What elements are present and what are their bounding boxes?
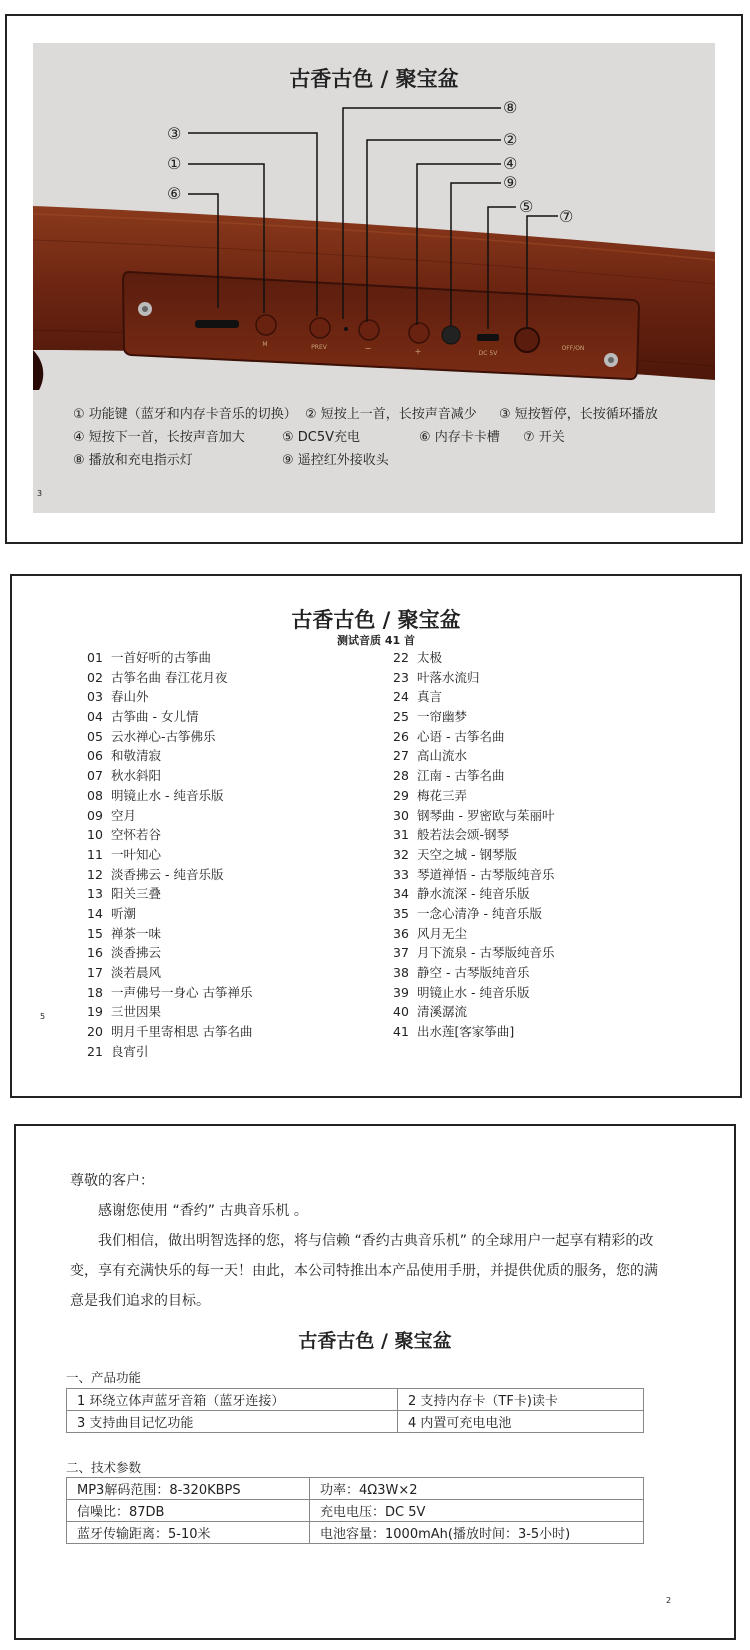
track-item: [393, 687, 554, 707]
track-item: [393, 904, 554, 924]
track-number: 06: [87, 748, 103, 764]
track-item: [87, 746, 252, 766]
track-title: 月下流泉 - 古琴版纯音乐: [417, 945, 555, 961]
callout-5: ⑤: [519, 197, 534, 216]
table-cell: 电池容量：1000mAh(播放时间：3-5小时): [310, 1522, 644, 1544]
track-number: 02: [87, 669, 103, 685]
track-item: [393, 963, 554, 983]
track-number: 39: [393, 984, 409, 1000]
track-number: 40: [393, 1004, 409, 1020]
track-number: 05: [87, 728, 103, 744]
track-item: [393, 806, 554, 826]
track-title: 淡香拂云: [111, 945, 162, 961]
features-table: [66, 1388, 644, 1433]
track-item: [87, 1042, 252, 1062]
track-number: 09: [87, 807, 103, 823]
track-number: 10: [87, 827, 103, 843]
table-row: [67, 1522, 644, 1544]
track-item: [87, 865, 252, 885]
track-title: 钢琴曲 - 罗密欧与茱丽叶: [417, 807, 555, 823]
panel-label-prev: PREV: [311, 344, 327, 351]
track-number: 20: [87, 1024, 103, 1040]
page-number: 5: [40, 1012, 46, 1021]
intro-letter: [70, 1166, 670, 1316]
specs-table: [66, 1477, 644, 1544]
track-number: 35: [393, 905, 409, 921]
panel-label-off-on: OFF/ON: [561, 345, 585, 352]
table-cell: 1 环绕立体声蓝牙音箱（蓝牙连接）: [67, 1389, 398, 1411]
track-title: 心语 - 古筝名曲: [417, 728, 505, 744]
legend-item-3: ③ 短按暂停，长按循环播放: [499, 407, 658, 422]
track-title: 天空之城 - 钢琴版: [417, 846, 517, 862]
panel-label-plus: +: [414, 347, 422, 356]
track-item: [393, 865, 554, 885]
legend-item-5: ⑤ DC5V充电: [282, 430, 361, 445]
track-title: 阳关三叠: [111, 886, 162, 902]
product-photo-area: [33, 43, 715, 513]
track-title: 云水禅心-古筝佛乐: [111, 728, 216, 744]
legend-item-7: ⑦ 开关: [523, 430, 565, 445]
callout-2: ②: [503, 130, 518, 149]
track-item: [393, 845, 554, 865]
track-item: [393, 943, 554, 963]
track-item: [87, 963, 252, 983]
callout-8: ⑧: [503, 98, 518, 117]
track-title: 听潮: [111, 905, 137, 921]
track-item: [87, 687, 252, 707]
track-title: 良宵引: [111, 1043, 149, 1059]
track-number: 24: [393, 689, 409, 705]
track-number: 37: [393, 945, 409, 961]
track-item: [393, 1022, 554, 1042]
track-title: 一帘幽梦: [417, 709, 468, 725]
track-item: [393, 786, 554, 806]
track-number: 15: [87, 925, 103, 941]
manual-page-intro: [14, 1124, 736, 1640]
track-item: [87, 648, 252, 668]
track-title: 梅花三弄: [417, 787, 468, 803]
table-cell: 2 支持内存卡（TF卡)读卡: [398, 1389, 644, 1411]
track-title: 禅茶一味: [111, 925, 162, 941]
track-item: [87, 904, 252, 924]
track-title: 叶落水流归: [417, 669, 480, 685]
table-cell: MP3解码范围：8-320KBPS: [67, 1478, 310, 1500]
track-title: 春山外: [111, 689, 149, 705]
track-item: [393, 884, 554, 904]
tracklist-subtitle: 测试音质 41 首: [337, 634, 415, 647]
table-row: [67, 1500, 644, 1522]
track-number: 12: [87, 866, 103, 882]
track-item: [393, 825, 554, 845]
track-title: 古筝名曲 春江花月夜: [111, 669, 228, 685]
track-number: 41: [393, 1024, 409, 1040]
track-number: 03: [87, 689, 103, 705]
intro-paragraph: 我们相信，做出明智选择的您，将与信赖 “香约古典音乐机” 的全球用户一起享有精彩的改变，享有充满快乐的每一天！由此，本公司特推出本产品使用手册，并提供优质的服务，您的满意是我们追求的目标。: [70, 1233, 658, 1309]
track-title: 秋水斜阳: [111, 768, 162, 784]
section-specs-heading: 二、技术参数: [66, 1460, 142, 1475]
track-title: 空怀若谷: [111, 827, 162, 843]
track-item: [87, 766, 252, 786]
callout-9: ⑨: [503, 173, 518, 192]
track-title: 琴道禅悟 - 古琴版纯音乐: [417, 866, 555, 882]
track-title: 明月千里寄相思 古筝名曲: [111, 1024, 253, 1040]
track-number: 34: [393, 886, 409, 902]
track-title: 三世因果: [111, 1004, 162, 1020]
track-title: 空月: [111, 807, 137, 823]
table-row: [67, 1389, 644, 1411]
track-item: [393, 727, 554, 747]
track-number: 13: [87, 886, 103, 902]
track-number: 33: [393, 866, 409, 882]
track-number: 11: [87, 846, 103, 862]
table-cell: 蓝牙传输距离：5-10米: [67, 1522, 310, 1544]
track-number: 07: [87, 768, 103, 784]
table-cell: 充电电压：DC 5V: [310, 1500, 644, 1522]
callout-1: ①: [167, 154, 182, 173]
track-number: 28: [393, 768, 409, 784]
track-number: 17: [87, 965, 103, 980]
track-title: 一首好听的古筝曲: [111, 650, 212, 665]
callout-7: ⑦: [559, 207, 574, 226]
track-number: 01: [87, 650, 103, 665]
callout-6: ⑥: [167, 184, 182, 203]
track-number: 30: [393, 807, 409, 823]
track-title: 古筝曲 - 女儿情: [111, 709, 199, 725]
track-number: 25: [393, 709, 409, 725]
track-item: [87, 825, 252, 845]
track-title: 明镜止水 - 纯音乐版: [417, 984, 530, 1000]
track-number: 27: [393, 748, 409, 764]
legend-item-6: ⑥ 内存卡卡槽: [419, 430, 500, 445]
track-item: [393, 1002, 554, 1022]
panel-label-m: M: [262, 341, 268, 348]
track-number: 26: [393, 728, 409, 744]
track-item: [393, 707, 554, 727]
track-number: 16: [87, 945, 103, 961]
page-title: 古香古色 / 聚宝盆: [289, 67, 459, 91]
section-features-heading: 一、产品功能: [66, 1370, 142, 1385]
legend-item-8: ⑧ 播放和充电指示灯: [73, 453, 193, 468]
track-item: [393, 766, 554, 786]
thanks-line: 感谢您使用 “香约” 古典音乐机 。: [98, 1203, 308, 1219]
panel-label-minus: −: [364, 344, 372, 353]
track-title: 太极: [417, 650, 443, 665]
track-item: [87, 707, 252, 727]
track-item: [87, 727, 252, 747]
track-item: [87, 1002, 252, 1022]
track-item: [393, 668, 554, 688]
tracklist-right: [393, 648, 554, 1042]
table-cell: 功率：4Ω3W×2: [310, 1478, 644, 1500]
track-title: 一叶知心: [111, 846, 162, 862]
track-number: 23: [393, 669, 409, 685]
track-number: 04: [87, 709, 103, 725]
page-number: 2: [666, 1596, 672, 1605]
track-number: 08: [87, 787, 103, 803]
track-title: 清溪潺流: [417, 1004, 468, 1020]
callout-3: ③: [167, 124, 182, 143]
track-item: [87, 943, 252, 963]
track-number: 31: [393, 827, 409, 843]
track-number: 18: [87, 984, 103, 1000]
legend-item-1: ① 功能键（蓝牙和内存卡音乐的切换）: [73, 407, 297, 422]
legend-item-2: ② 短按上一首，长按声音减少: [305, 407, 477, 422]
legend-item-9: ⑨ 遥控红外接收头: [282, 453, 389, 468]
track-title: 真言: [417, 689, 443, 705]
table-cell: 4 内置可充电电池: [398, 1411, 644, 1433]
track-item: [393, 648, 554, 668]
track-item: [393, 983, 554, 1003]
track-title: 一念心清净 - 纯音乐版: [417, 905, 542, 921]
track-item: [393, 924, 554, 944]
track-title: 一声佛号一身心 古筝禅乐: [111, 984, 253, 1000]
track-number: 14: [87, 905, 103, 921]
greeting: 尊敬的客户：: [70, 1173, 154, 1189]
track-title: 江南 - 古筝名曲: [417, 768, 505, 784]
track-title: 和敬清寂: [111, 748, 162, 764]
table-row: [67, 1478, 644, 1500]
track-number: 38: [393, 965, 409, 980]
track-title: 风月无尘: [417, 925, 468, 941]
manual-page-buttons: [5, 14, 743, 544]
track-item: [393, 746, 554, 766]
page-number: 3: [37, 489, 43, 498]
panel-label-dc5v: DC 5V: [478, 350, 498, 357]
track-number: 29: [393, 787, 409, 803]
track-number: 36: [393, 925, 409, 941]
track-item: [87, 668, 252, 688]
table-cell: 3 支持曲目记忆功能: [67, 1411, 398, 1433]
track-title: 淡若晨风: [111, 965, 162, 980]
table-row: [67, 1411, 644, 1433]
callout-4: ④: [503, 154, 518, 173]
callout-lines: [33, 43, 715, 343]
tracklist-left: [87, 648, 252, 1061]
track-title: 静水流深 - 纯音乐版: [417, 886, 530, 902]
track-item: [87, 884, 252, 904]
track-number: 19: [87, 1004, 103, 1020]
page-title: 古香古色 / 聚宝盆: [298, 1330, 452, 1352]
track-title: 静空 - 古琴版纯音乐: [417, 965, 530, 980]
table-cell: 信噪比：87DB: [67, 1500, 310, 1522]
track-title: 高山流水: [417, 748, 468, 764]
legend-item-4: ④ 短按下一首，长按声音加大: [73, 430, 245, 445]
track-item: [87, 845, 252, 865]
track-item: [87, 806, 252, 826]
track-item: [87, 1022, 252, 1042]
track-item: [87, 786, 252, 806]
track-title: 般若法会颂-钢琴: [417, 827, 510, 843]
page-title: 古香古色 / 聚宝盆: [291, 608, 461, 632]
track-number: 22: [393, 650, 409, 665]
track-item: [87, 983, 252, 1003]
track-item: [87, 924, 252, 944]
track-title: 淡香拂云 - 纯音乐版: [111, 866, 224, 882]
track-number: 21: [87, 1043, 103, 1059]
manual-page-tracklist: [10, 574, 742, 1098]
track-title: 明镜止水 - 纯音乐版: [111, 787, 224, 803]
track-title: 出水莲[客家筝曲]: [417, 1024, 515, 1040]
track-number: 32: [393, 846, 409, 862]
